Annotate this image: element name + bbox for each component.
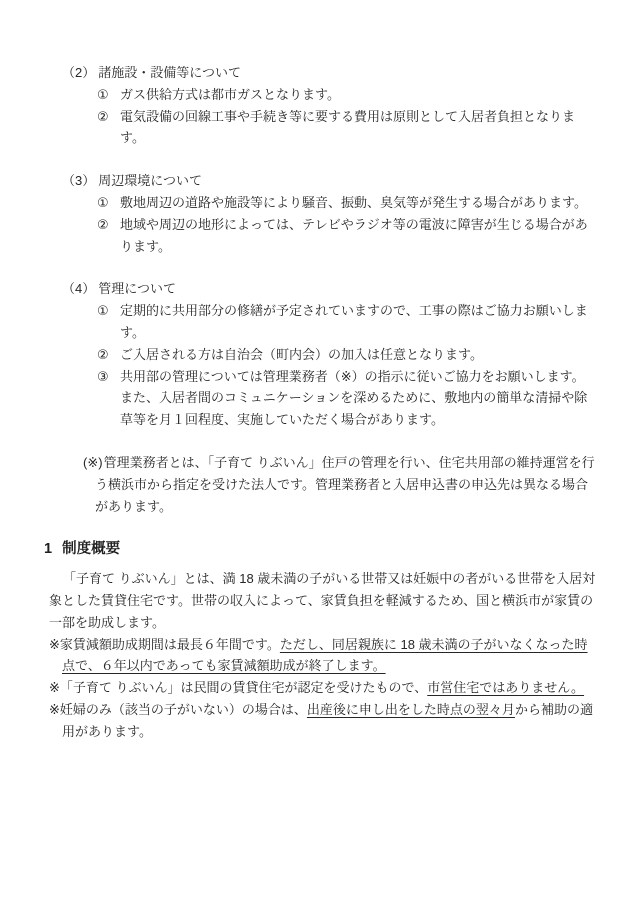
note-rent-subsidy-period: [49, 634, 600, 678]
note-text-underlined: 出産後に申し出をした時点の翌々月: [306, 701, 515, 717]
list-item: [97, 300, 597, 344]
note-text-underlined: ただし、同居親族に 18 歳未満の子がいなくなった時点で、６年以内であっても家賃減額助成が終了します。: [62, 636, 588, 674]
footnote-marker: (※): [83, 454, 103, 470]
note-text: 妊婦のみ（該当の子がいない）の場合は、: [59, 701, 307, 717]
section-label: （3）: [62, 173, 96, 189]
section-title: 諸施設・設備等について: [98, 65, 241, 80]
list-item: [97, 214, 597, 258]
section-environment: [0, 170, 637, 257]
section-heading: [62, 278, 597, 300]
section-heading: [62, 170, 597, 192]
item-number: ①: [97, 194, 109, 210]
item-number: ①: [97, 86, 109, 102]
section-heading: [62, 62, 597, 84]
item-number: ②: [97, 216, 109, 232]
section-facilities: [0, 62, 637, 149]
item-number: ③: [97, 368, 109, 384]
item-text: ご入居される方は自治会（町内会）の加入は任意となります。: [120, 346, 483, 362]
note-text-underlined: 市営住宅ではありません。: [427, 680, 585, 696]
page-title: [44, 539, 597, 561]
management-footnote: [83, 452, 597, 517]
note-text: 家賃減額助成期間は最長６年間です。: [59, 636, 280, 652]
note-marker: ※: [49, 701, 60, 717]
document-content: [0, 62, 637, 743]
item-text: ガス供給方式は都市ガスとなります。: [120, 86, 340, 102]
section-title: 周辺環境について: [98, 173, 202, 189]
note-not-municipal-housing: [49, 677, 600, 699]
item-text: 敷地周辺の道路や施設等により騒音、振動、臭気等が発生する場合があります。: [120, 194, 587, 210]
section-title: 管理について: [98, 281, 176, 297]
section-label: （2）: [62, 65, 96, 80]
list-item: [97, 192, 597, 214]
item-text: 地域や周辺の地形によっては、テレビやラジオ等の電波に障害が生じる場合があります。: [120, 216, 588, 254]
list-item: [97, 344, 597, 366]
note-marker: ※: [49, 636, 60, 652]
item-text: 定期的に共用部分の修繕が予定されていますので、工事の際はご協力お願いします。: [120, 303, 588, 340]
list-item: [97, 84, 597, 106]
note-text: 「子育て りぶいん」は民間の賃貸住宅が認定を受けたもので、: [59, 680, 428, 696]
item-number: ②: [97, 346, 109, 362]
list-item: [97, 366, 597, 431]
overview-paragraph: 「子育て りぶいん」とは、満 18 歳未満の子がいる世帯又は妊娠中の者がいる世帯を入居対象とした賃貸住宅です。世帯の収入によって、家賃負担を軽減するため、国と横浜市が家賃の一部を助成します。: [49, 571, 596, 630]
note-text: から補助の適用があります。: [62, 701, 593, 739]
item-text: 電気設備の回線工事や手続き等に要する費用は原則として入居者負担となります。: [120, 108, 576, 146]
section-management: [0, 278, 637, 431]
note-marker: ※: [49, 680, 60, 696]
item-number: ②: [97, 108, 109, 124]
heading-number: 1: [44, 541, 53, 558]
list-item: [97, 106, 597, 150]
footnote-text: 管理業務者とは、「子育て りぶいん」住戸の管理を行い、住宅共用部の維持運営を行う横浜市から指定を受けた法人です。管理業務者と入居申込書の申込先は異なる場合があります。: [95, 454, 595, 514]
item-text: 共用部の管理については管理業務者（※）の指示に従いご協力をお願いします。また、入居者間のコミュニケーションを深めるために、敷地内の簡単な清掃や除草等を月１回程度、実施していただく場合があります。: [120, 368, 588, 428]
section-label: （4）: [62, 281, 96, 297]
item-number: ①: [97, 303, 109, 319]
note-pregnant-only: [49, 699, 600, 743]
heading-title: 制度概要: [62, 541, 121, 558]
